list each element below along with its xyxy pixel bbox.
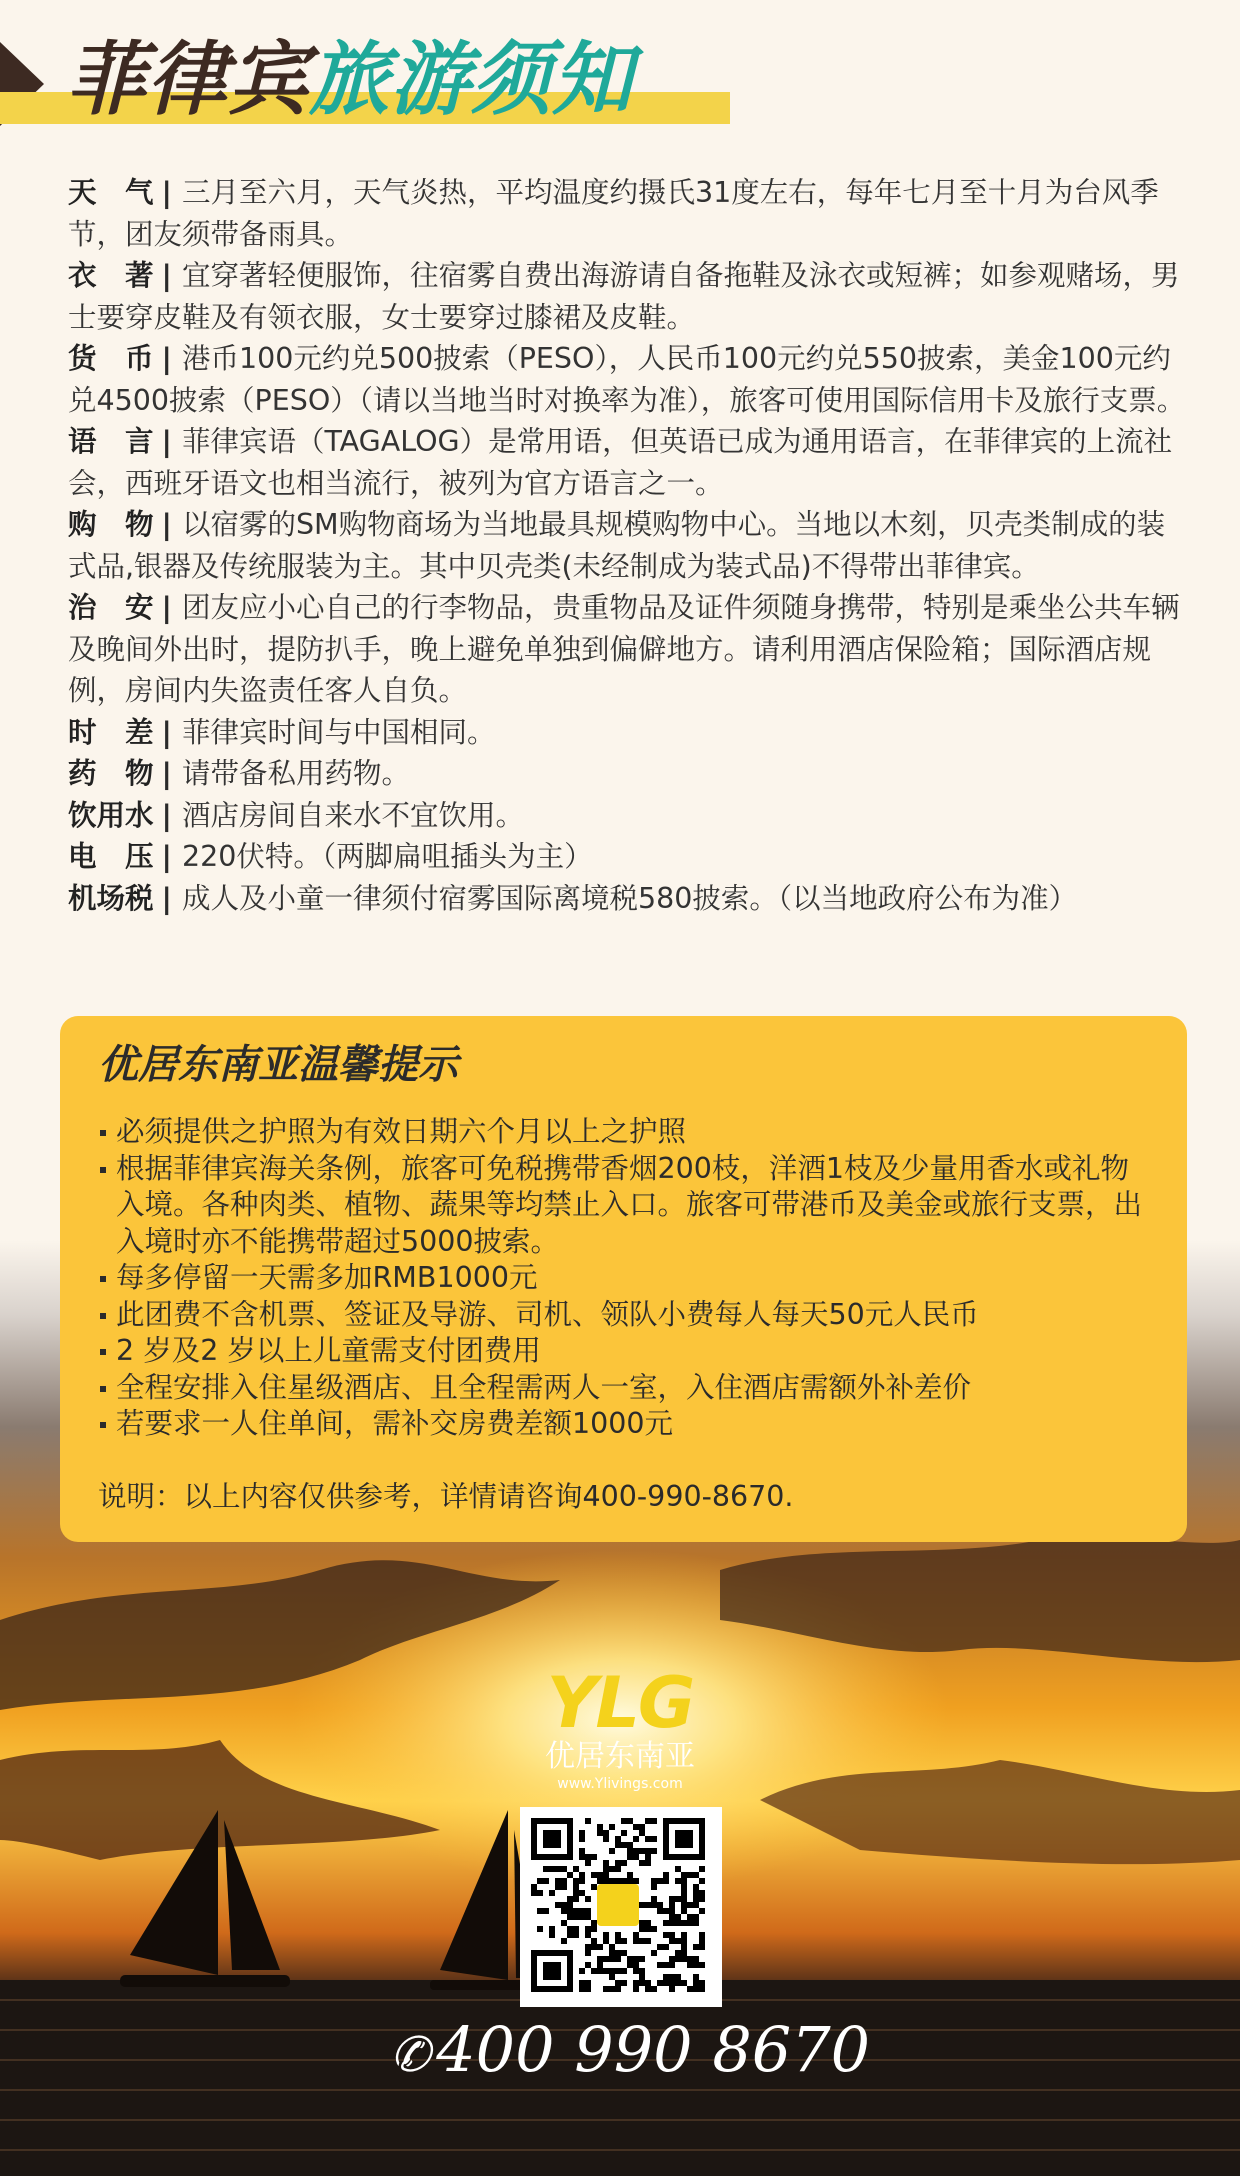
page-header: [0, 30, 800, 140]
info-label: 货 币: [68, 342, 154, 375]
info-item-security: 治 安 | 团友应小心自己的行李物品，贵重物品及证件须随身携带，特别是乘坐公共车辆及晚间外出时，提防扒手，晚上避免单独到偏僻地方。请利用酒店保险箱；国际酒店规例，房间内失盗责任客人自负。: [68, 591, 1180, 707]
info-item-airport-tax: 机场税 | 成人及小童一律须付宿雾国际离境税580披索。（以当地政府公布为准）: [68, 881, 1078, 915]
tips-item: 全程安排入住星级酒店、且全程需两人一室，入住酒店需额外补差价: [98, 1370, 1149, 1407]
tips-item: 此团费不含机票、签证及导游、司机、领队小费每人每天50元人民币: [98, 1297, 1149, 1334]
info-text: 港币100元约兑500披索（PESO），人民币100元约兑550披索，美金100元约兑4500披索（PESO）（请以当地当时对换率为准），旅客可使用国际信用卡及旅行支票。: [68, 342, 1186, 417]
info-label: 衣 著: [68, 259, 154, 292]
title-guide: 旅游须知: [309, 33, 633, 126]
info-label: 时 差: [68, 715, 154, 749]
tips-item: 若要求一人住单间，需补交房费差额1000元: [98, 1406, 1149, 1443]
info-text: 团友应小心自己的行李物品，贵重物品及证件须随身携带，特别是乘坐公共车辆及晚间外出时，提防扒手，晚上避免单独到偏僻地方。请利用酒店保险箱；国际酒店规例，房间内失盗责任客人自负。: [68, 591, 1180, 707]
info-label: 药 物: [68, 757, 154, 790]
info-text: 请带备私用药物。: [181, 757, 410, 790]
info-item-currency: 货 币 | 港币100元约兑500披索（PESO），人民币100元约兑550披索，美金100元约兑4500披索（PESO）（请以当地当时对换率为准），旅客可使用国际信用卡及旅行支票。: [68, 342, 1186, 417]
info-label: 语 言: [68, 425, 154, 458]
page-title: [66, 30, 633, 130]
info-item-voltage: 电 压 | 220伏特。（两脚扁咀插头为主）: [68, 840, 593, 873]
info-text: 酒店房间自来水不宜饮用。: [181, 798, 524, 832]
tips-box: [60, 1016, 1187, 1542]
tips-note: 说明：以上内容仅供参考，详情请咨询400-990-8670.: [98, 1479, 794, 1513]
tips-item: 每多停留一天需多加RMB1000元: [98, 1260, 1149, 1297]
phone-number: 400 990 8670: [436, 2013, 871, 2086]
phone-icon: ✆: [390, 2026, 431, 2083]
tips-item: 2 岁及2 岁以上儿童需支付团费用: [98, 1333, 1149, 1370]
info-text: 菲律宾语（TAGALOG）是常用语，但英语已成为通用语言，在菲律宾的上流社会，西班牙语文也相当流行，被列为官方语言之一。: [68, 425, 1173, 500]
info-label: 天 气: [68, 176, 154, 209]
info-item-timezone: 时 差 | 菲律宾时间与中国相同。: [68, 715, 496, 749]
info-text: 以宿雾的SM购物商场为当地最具规模购物中心。当地以木刻，贝壳类制成的装式品,银器及传统服装为主。其中贝壳类(未经制成为装式品)不得带出菲律宾。: [68, 508, 1166, 583]
tips-item: 必须提供之护照为有效日期六个月以上之护照: [98, 1114, 1149, 1151]
info-text: 菲律宾时间与中国相同。: [181, 715, 496, 749]
info-label: 购 物: [68, 508, 154, 541]
brand-logo: [530, 1662, 710, 1792]
info-label: 电 压: [68, 840, 154, 873]
logo-mark: YLG: [546, 1662, 694, 1744]
info-text: 宜穿著轻便服饰，往宿雾自费出海游请自备拖鞋及泳衣或短裤；如参观赌场，男士要穿皮鞋及有领衣服，女士要穿过膝裙及皮鞋。: [68, 259, 1180, 334]
info-text: 三月至六月，天气炎热，平均温度约摄氏31度左右，每年七月至十月为台风季节，团友须带备雨具。: [68, 176, 1159, 251]
tips-item: 根据菲律宾海关条例，旅客可免税携带香烟200枝，洋酒1枝及少量用香水或礼物入境。各种肉类、植物、蔬果等均禁止入口。旅客可带港币及美金或旅行支票，出入境时亦不能携带超过5000披索。: [98, 1151, 1149, 1261]
info-text: 220伏特。（两脚扁咀插头为主）: [181, 840, 593, 873]
info-item-water: 饮用水 | 酒店房间自来水不宜饮用。: [68, 798, 524, 832]
info-label: 机场税: [68, 881, 154, 915]
info-item-language: 语 言 | 菲律宾语（TAGALOG）是常用语，但英语已成为通用语言，在菲律宾的上流社会，西班牙语文也相当流行，被列为官方语言之一。: [68, 425, 1173, 500]
info-label: 饮用水: [68, 798, 154, 832]
info-item-medicine: 药 物 | 请带备私用药物。: [68, 757, 410, 790]
title-country: 菲律宾: [66, 33, 309, 126]
brand-name: 优居东南亚: [545, 1739, 695, 1774]
qr-code-pattern: [531, 1818, 711, 1996]
info-item-shopping: 购 物 | 以宿雾的SM购物商场为当地最具规模购物中心。当地以木刻，贝壳类制成的装式品,银器及传统服装为主。其中贝壳类(未经制成为装式品)不得带出菲律宾。: [68, 508, 1166, 583]
info-item-clothing: 衣 著 | 宜穿著轻便服饰，往宿雾自费出海游请自备拖鞋及泳衣或短裤；如参观赌场，男士要穿皮鞋及有领衣服，女士要穿过膝裙及皮鞋。: [68, 259, 1180, 334]
qr-code[interactable]: [520, 1807, 722, 2007]
info-label: 治 安: [68, 591, 154, 624]
tips-list: [98, 1114, 1149, 1443]
info-item-weather: 天 气 | 三月至六月，天气炎热，平均温度约摄氏31度左右，每年七月至十月为台风季节，团友须带备雨具。: [68, 176, 1159, 251]
info-text: 成人及小童一律须付宿雾国际离境税580披索。（以当地政府公布为准）: [181, 881, 1078, 915]
travel-info-list: [68, 172, 1188, 919]
contact-phone: [390, 2010, 871, 2095]
tips-title: 优居东南亚温馨提示: [98, 1042, 458, 1088]
brand-url: www.Ylivings.com: [557, 1776, 683, 1792]
